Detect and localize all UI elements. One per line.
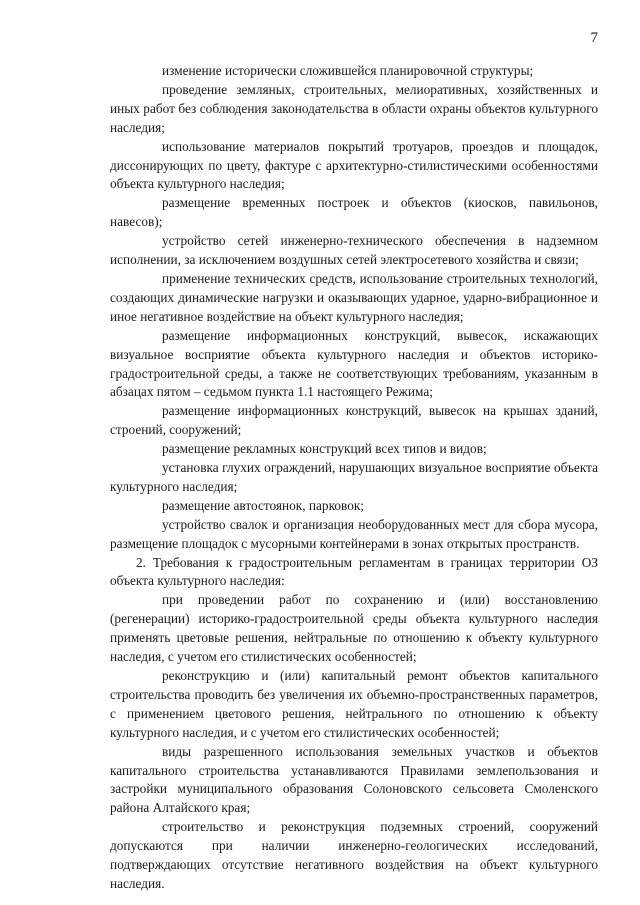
paragraph: устройство сетей инженерно-технического обеспечения в надземном исполнении, за исключением воздушных сетей электросетевого хозяйства и связи; <box>110 233 598 268</box>
paragraph: при проведении работ по сохранению и (или) восстановлению (регенерации) историко-градостроительной среды объекта культурного наследия применять цветовые решения, нейтральные по отношению к объекту культурного наследия, с учетом его стилистических особенностей; <box>110 592 598 665</box>
paragraph: размещение информационных конструкций, вывесок, искажающих визуальное восприятие объекта культурного наследия и объектов историко-градостроительной среды, а также не соответствующих требованиям, указанным в абзацах пятом – седьмом пункта 1.1 настоящего Режима; <box>110 327 598 400</box>
paragraph: размещение временных построек и объектов (киосков, павильонов, навесов); <box>110 195 598 230</box>
paragraph: использование материалов покрытий тротуаров, проездов и площадок, диссонирующих по цвету, фактуре с архитектурно-стилистическими особенностями объекта культурного наследия; <box>110 138 598 192</box>
paragraph: размещение информационных конструкций, вывесок на крышах зданий, строений, сооружений; <box>110 403 598 438</box>
paragraph: установка глухих ограждений, нарушающих визуальное восприятие объекта культурного наследия; <box>110 460 598 494</box>
paragraph: реконструкцию и (или) капитальный ремонт объектов капитального строительства проводить без увеличения их объемно-пространственных параметров, с применением цветового решения, нейтрального по отношению к объекту культурного наследия, и с учетом его стилистических особенностей; <box>110 668 598 740</box>
paragraph: устройство свалок и организация необорудованных мест для сбора мусора, размещение площадок с мусорными контейнерами в зонах открытых пространств. <box>110 516 598 551</box>
paragraph: размещение рекламных конструкций всех типов и видов; <box>162 441 487 457</box>
paragraph: строительство и реконструкция подземных строений, сооружений допускаются при наличии инженерно-геологических исследований, подтверждающих отсутствие негативного воздействия на объект культурного наследия. <box>110 819 598 891</box>
paragraph: проведение земляных, строительных, мелиоративных, хозяйственных и иных работ без соблюдения законодательства в области охраны объектов культурного наследия; <box>110 81 598 135</box>
paragraph: виды разрешенного использования земельных участков и объектов капитального строительства устанавливаются Правилами землепользования и застройки муниципального образования Солоновского сельсовета Смоленского района Алтайского края; <box>110 743 598 816</box>
paragraph: изменение исторически сложившейся планировочной структуры; <box>162 63 534 78</box>
document-body <box>110 62 598 894</box>
page-number: 7 <box>590 30 598 46</box>
paragraph: применение технических средств, использование строительных технологий, создающих динамические нагрузки и оказывающих ударное, ударно-вибрационное и иное негативное воздействие на объект культурного наследия; <box>110 270 598 324</box>
section-heading-paragraph: 2. Требования к градостроительным регламентам в границах территории ОЗ объекта культурного наследия: <box>110 554 598 589</box>
paragraph: размещение автостоянок, парковок; <box>162 497 365 513</box>
